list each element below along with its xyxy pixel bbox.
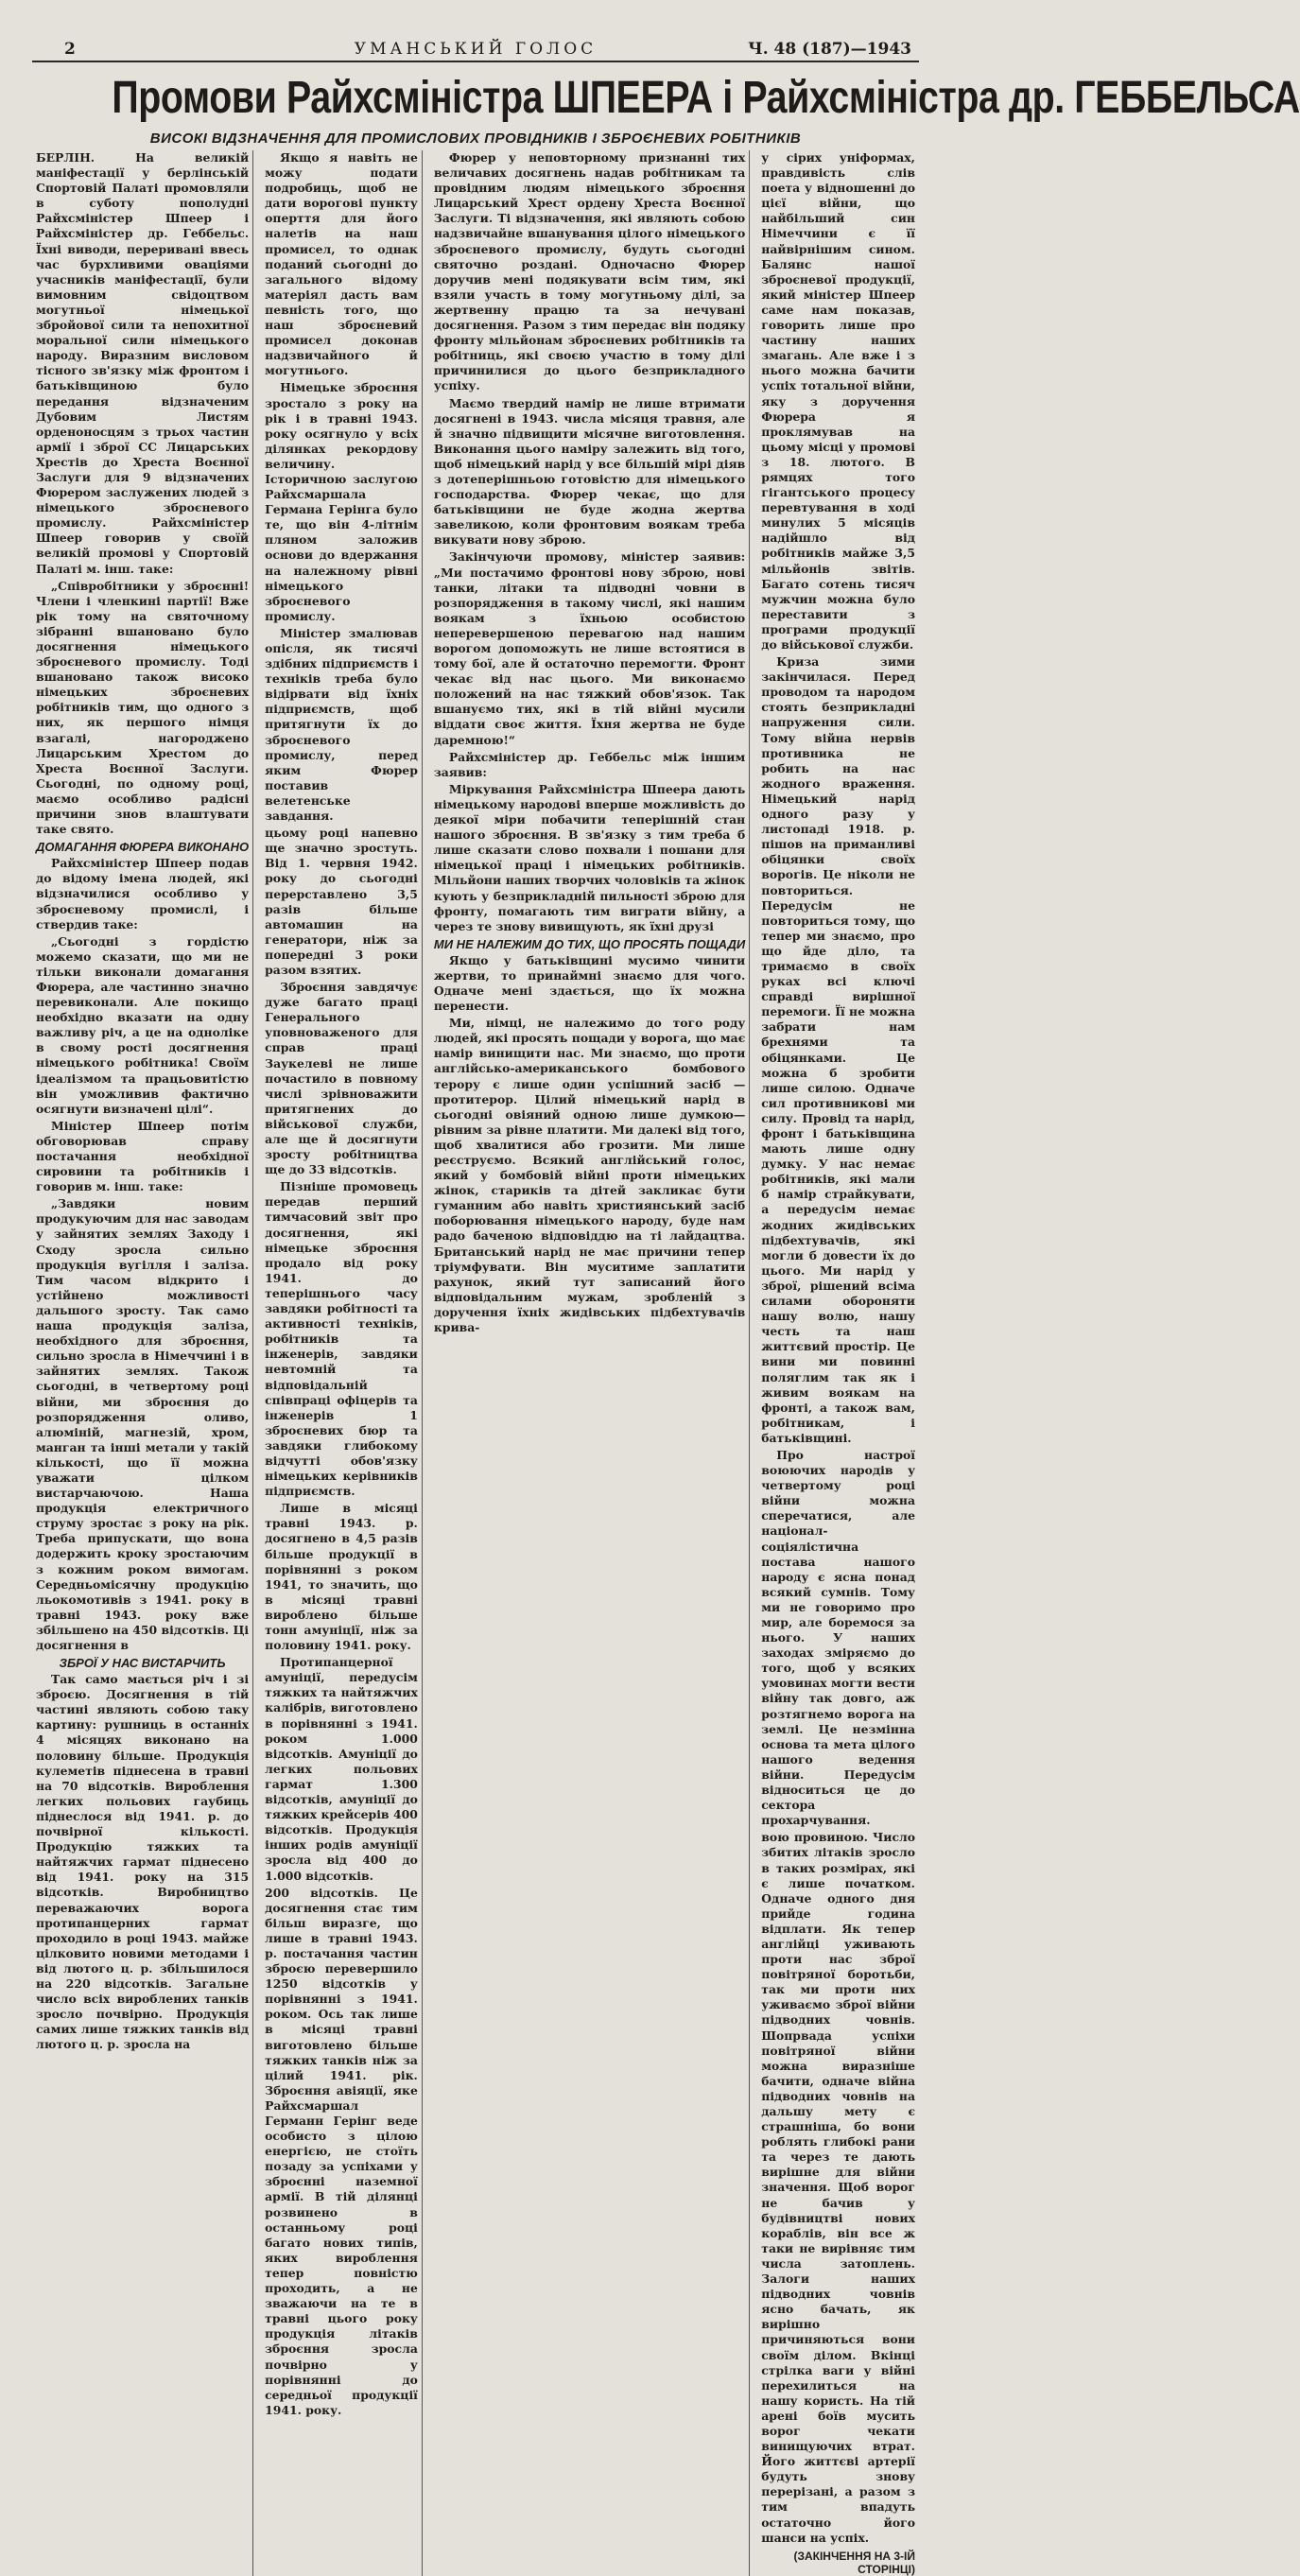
subheadline: ВИСОКІ ВІДЗНАЧЕННЯ ДЛЯ ПРОМИСЛОВИХ ПРОВІДНИКІВ І ЗБРОЄНЕВИХ РОБІТНИКІВ xyxy=(149,131,802,147)
paragraph: Пізніше промовець передав перший тимчасовий звіт про досягнення, які німецьке зброєння продало від року 1941. до теперішнього часу завдяки робітності та активності техніків, робітників та інженерів, завдяки невтомній та відповідальній співпраці офіцерів та інженерів 1 зброєневих бюр та завдяки глибокому відчутті обов'язку німецьких керівників підприємств. xyxy=(265,1179,418,1499)
paragraph: Якщо у батьківщині мусимо чинити жертви, то принаймні знаємо для чого. Одначе мені здається, що їх можна перенести. xyxy=(433,952,746,1014)
paragraph: 200 відсотків. Це досягнення стає тим більш виразге, що лише в травні 1943. р. постачання частин зброєю перевершило 1250 відсотків у порівнянні з 1941. роком. Ось так лише в місяці травні виготовлено більше тяжких танків ніж за цілий 1941. рік. Зброєння авіяції, яке Райхсмаршал Германн Герінг веде особисто з цілою енергією, не стоїть позаду за успіхами у зброєнні наземної армії. В тій ділянці розвинено в останньому році багато нових типів, яких вироблення тепер повністю проходить, а не зважаючи на те в травні цього року продукція літаків зброєння зросла почвірно у порівнянні до середньої продукції 1941. року. xyxy=(265,1885,418,2417)
paragraph: Якщо я навіть не можу подати подробиць, щоб не дати ворогові пункту оперття для його налетів на наш промисел, то однак поданий сьогодні до загального відому матеріял дасть вам певність того, що наш зброєневий промисел доконав надзвичайного й могутнього. xyxy=(265,150,418,378)
paragraph: Так само мається річ і зі зброєю. Досягнення в тій частині являють собою таку картину: рушниць в останніх 4 місяцях виконано на половину більше. Продукція кулеметів піднесена в травні на 70 відсотків. Вироблення легких польових гаубиць піднеслося від 1941. р. до почвірної кількості. Продукцію тяжких та найтяжчих гармат піднесено від 1941. року на 315 відсотків. Виробництво переважаючих ворога протипанцерних гармат проходило в році 1943. майже цілковито новими методами і від лютого ц. р. збільшилося на 220 відсотків. Загальне число всіх вироблених танків зросло почвірно. Продукція самих лише тяжких танків від лютого ц. р. зросла на xyxy=(36,1672,250,2052)
paragraph: Лише в місяці травні 1943. р. досягнено в 4,5 разів більше продукції в порівнянні з роком 1941, то значить, що в місяці травні вироблено більше тонн амуніції, ніж за половину 1941. року. xyxy=(265,1501,418,1653)
main-headline: Промови Райхсміністра ШПЕЕРА і Райхсміністра др. ГЕББЕЛЬСА xyxy=(112,73,1300,123)
paragraph: Про настрої воюючих народів у четвертому році війни можна сперечатися, але націонал-соціялістична постава нашого народу є ясна понад всякий сумнів. Тому ми не говоримо про мир, але боремося за нього. У наших заходах зміряємо до того, щоб у всяких умовинах могти вести війну так довго, аж розтягнемо ворога на землі. Це незмінна основа та мета цілого нашого ведення війни. Передусім відноситься це до сектора прохарчування. xyxy=(761,1447,915,1828)
paragraph: Криза зими закінчилася. Перед проводом та народом стоять безприкладні напруження сили. Тому війна нервів противника не робить на нас жодного враження. Німецький нарід одного разу у листопаді 1918. р. пішов на приманливі обіцянки своїх ворогів. Це ніколи не повториться. Передусім не повториться тому, що тепер ми знаємо, про що йде діло, та тримаємо в своїх руках всі ключі справді вирішної перемоги. Її не можна забрати нам брехнями та обіцянками. Це можна б зробити лише силою. Одначе сил противникові ми силу. Провід та нарід, фронт і батьківщина мають лише одну думку. У нас немає робітників, які мали б намір страйкувати, а передусім немає жодних жидівських підбехтувачів, які могли б довести їх до цього. Ми нарід у зброї, рішений всіма силами обороняти нашу волю, нашу честь та наш життєвий простір. Це вини ми повинні поляглим так як і живим воякам на фронті, а також вам, робітникам, і батьківщині. xyxy=(761,654,915,1445)
column-3 xyxy=(430,150,750,2576)
column-1 xyxy=(32,150,253,2576)
column-2 xyxy=(261,150,423,2576)
paragraph: Міністер Шпеер потім обговорював справу постачання необхідної сировини та робітників і говорив м. інш. таке: xyxy=(36,1118,250,1194)
section-heading-demands: ДОМАГАННЯ ФЮРЕРА ВИКОНАНО xyxy=(36,840,250,855)
issue-number: Ч. 48 (187)—1943 xyxy=(748,40,911,59)
masthead xyxy=(32,38,919,62)
continuation-note: (ЗАКІНЧЕННЯ НА 3-ІЙ СТОРІНЦІ) xyxy=(793,2549,915,2576)
paragraph: Протипанцерної амуніції, передусім тяжких та найтяжчих калібрів, виготовлено в порівнянні з 1941. роком 1.000 відсотків. Амуніції до легких польових гармат 1.300 відсотків, амуніції до тяжких крейсерів 400 відсотків. Продукція інших родів амуніції зросла від 400 до 1.000 відсотків. xyxy=(265,1655,418,1883)
paragraph: „Сьогодні з гордістю можемо сказати, що ми не тільки виконали домагання Фюрера, але частинно значно перевиконали. Але покищо необхідно вказати на одну важливу річ, а це на одноліке в свому рості досягнення німецького робітника! Своїм ідеалізмом та працьовитістю він уможливив фактично осягнути визначені цілі“. xyxy=(36,933,250,1116)
paragraph: „Завдяки новим продукуючим для нас заводам у зайнятих землях Заходу і Сходу зросла сильно продукція вугілля і заліза. Тим часом відкрито і устійнено можливості дальшого зросту. Так само наша продукція заліза, необхідного для зброєння, сильно зросла в Німеччині і в зайнятих землях. Також сьогодні, в четвертому році війни, ми зброєння до розпорядження оливо, алюміній, магнезій, хром, манган та інші метали у такій кількості, що її можна уважати цілком вистарчаючою. Наша продукція електричного струму зростає з року на рік. Треба припускати, що вона додержить кроку зростаючим з кожним роком вимогам. Середньомісячну продукцію льокомотивів з 1941. року в травні 1943. року вже збільшено на 450 відсотків. Ці досягнення в xyxy=(36,1196,250,1652)
paragraph: БЕРЛІН. На великій маніфестації у берлінській Спортовій Палаті промовляли в суботу пополудні Райхсміністер Шпеер і Райхсміністер др. Геббельс. Їхні виводи, переривані ввесь час бурхливими оваціями учасників маніфестації, були вимовним свідоцтвом могутньої німецької збройової сили та непохитної моральної сили німецького народу. Виразним висловом тісного зв'язку між фронтом і батьківщиною було передання відзначеним Дубовим Листям орденоносцям з трьох частин армії і зброї СС Лицарських Хрестів до Хреста Воєнної Заслуги для 9 відзначених Фюрером заслужених людей з німецького зброєневого промислу. Райхсміністер Шпеер говорив у своїй великій промові у Спортовій Палаті м. інш. таке: xyxy=(36,150,250,576)
newspaper-name: УМАНСЬКИЙ ГОЛОС xyxy=(354,40,598,59)
paragraph: Зброєння завдячує дуже багато праці Генерального уповноваженого для справ праці Заукелеві не лише почастило в повному числі зрівноважити притягнених до військової служби, але ще й досягнути зросту робітництва ще до 33 відсотків. xyxy=(265,980,418,1177)
paragraph: Міркування Райхсміністра Шпеера дають німецькому народові вперше можливість до деякої міри побачити теперішній стан нашого зброєння. В зв'язку з тим треба б лише сказати слово похвали і пошани для німецької праці і німецьких робітників. Мільйони наших творчих чоловіків та жінок кують у безприкладній пильності зброю для фронту, помагають тим виграти війну, а через те знову вивищують, як їхні друзі xyxy=(433,781,746,933)
paragraph: Райхсміністер Шпеер подав до відому імена людей, які відзначилися особливо у зброєневому промислі, і ствердив таке: xyxy=(36,856,250,931)
section-heading-weapons: ЗБРОЇ У НАС ВИСТАРЧИТЬ xyxy=(59,1656,226,1671)
article-columns xyxy=(32,150,919,2576)
column-4 xyxy=(757,150,919,2576)
paragraph: Німецьке зброєння зростало з року на рік і в травні 1943. року осягнуло у всіх ділянках рекордову величину. Історичною заслугою Райхсмаршала Германа Герінга було те, що він 4-літнім пляном заложив основи до вдержання на належному рівні німецького зброєневого промислу. xyxy=(265,380,418,623)
paragraph: у сірих уніформах, правдивість слів поета у відношенні до цієї війни, що найбільший син Німеччини є її найвірнішим сином. Балянс нашої зброєневої продукції, який міністер Шпеер саме нам показав, говорить лише про частину наших змагань. Але вже і з нього можна бачити успіх тотальної війни, яку з доручення Фюрера я проклямував на цьому місці у промові з 18. лютого. В рямцях того гігантського процесу перевтування в ході минулих 5 місяців надійшло від робітників майже 3,5 мільйонів звітів. Багато сотень тисяч мужчин можна було переставити з програми продукції до військової служби. xyxy=(761,150,915,652)
paragraph: Райхсміністер др. Геббельс між іншим заявив: xyxy=(433,749,746,779)
paragraph: вою провиною. Число збитих літаків зросло в таких розмірах, які є лише початком. Одначе одного дня прийде година відплати. Як тепер англійці уживають проти нас зброї повітряної боротьби, так ми проти них уживаємо зброї війни підводних човнів. Шопрвада успіхи повітряної війни можна виразніше бачити, одначе війна підводних човнів на дальшу мету є страшніша, бо вони роблять глибокі рани та через те дають вирішне для війни значення. Щоб ворог не бачив у будівництві нових кораблів, він все ж таки не вирівняє тим числа затоплень. Залоги наших підводних човнів ясно бачать, як вирішно причиняються вони своїм ділом. Вкінці стрілка ваги у війні перехилиться на нашу користь. На тій арені боїв мусить ворог чекати винищуючих втрат. Його життєві артерії будуть знову перерізані, а разом з тим впадуть остаточно його шанси на успіх. xyxy=(761,1830,915,2545)
paragraph: Міністер змалював опісля, як тисячі здібних підприємств і техніків треба було відірвати від їхніх підприємств, щоб притягнути їх до зброєневого промислу, перед яким Фюрер поставив велетенське завдання. xyxy=(265,625,418,824)
page-number: 2 xyxy=(64,40,76,59)
paragraph: Маємо твердий намір не лише втримати досягнені в 1943. числа місяця травня, але й значно підвищити місячне виготовлення. Виконання цього наміру залежить від того, щоб німецький нарід у все більшій мірі діяв з дотеперішньою готовістю для німецького господарства. Фюрер чекає, що для батьківщини не буде жодна жертва завеликою, коли фронтовим воякам треба викувати нову зброю. xyxy=(433,395,746,548)
paragraph: Ми, німці, не належимо до того роду людей, які просять пощади у ворога, що має намір винищити нас. Ми знаємо, що проти англійсько-американського бомбового терору є лише один успішний засіб — протитерор. Цілий німецький нарід в сьогодні овіяний одною лише думкою—рівним за рівне платити. Ми далекі від того, щоб хвалитися або грозити. Ми лише реєструємо. Всякий англійський голос, який у бомбовій війні проти німецьких жінок, стариків та дітей закликає бути гуманним або навіть християнський засіб поборювання німецького народу, буде нам радо баченою відповіддю на ті лайдацтва. Британський нарід не має причини тепер тріумфувати. Він муситиме заплатити рахунок, який тут записаний його відповідальним мужам, зробленій з доручення їхніх жидівських підбехтувачів крива- xyxy=(433,1016,746,1335)
paragraph: Фюрер у неповторному признанні тих величавих досягнень надав робітникам та провідним людям німецького зброєння Лицарський Хрест ордену Хреста Воєнної Заслуги. Ті відзначення, які являють собою надзвичайне вшанування цілого німецького зброєневого промислу, будуть сьогодні святочно роздані. Одночасно Фюрер доручив мені подякувати всім тим, які взяли участь в тому могутньому ділі, за жертвенну працю та за нечувані досягнення. Разом з тим передає він подяку фронту мільйонам зброєневих робітників та робітниць, які своєю участю в тому ділі причинилися до цього безприкладного успіху. xyxy=(433,150,746,393)
paragraph: Закінчуючи промову, міністер заявив: „Ми постачимо фронтові нову зброю, нові танки, літаки та підводні човни в розпорядження в такому числі, які нашим воякам з їхньою особистою неперевершеною перевагою над нашим ворогом допоможуть не лише встоятися в тому бої, але й остаточно перемогти. Фронт чекає від нас цього. Ми виконаємо положений на нас тяжкий обов'язок. Так вшануємо тих, які в тій війні мусили віддати своє життя. Їхня жертва не буде даремною!“ xyxy=(433,549,746,747)
section-heading-no-mercy: МИ НЕ НАЛЕЖИМ ДО ТИХ, ЩО ПРОСЯТЬ ПОЩАДИ xyxy=(433,936,746,951)
paragraph: „Співробітники у зброєнні! Члени і членкині партії! Вже рік тому на святочному зібранні вшановано було досягнення німецького зброєневого промислу. Тоді вшановано також високо німецьких зброєневих робітників тим, що одного з них, як першого німця взагалі, нагороджено Лицарським Хрестом до Хреста Воєнної Заслуги. Сьогодні, по одному році, маємо особливо радісні причини знов влаштувати таке свято. xyxy=(36,578,250,837)
paragraph: цьому році напевно ще значно зростуть. Від 1. червня 1942. року до сьогодні перерставлено 3,5 разів більше автомашин на генератори, ніж за попередні 3 роки разом взятих. xyxy=(265,826,418,977)
